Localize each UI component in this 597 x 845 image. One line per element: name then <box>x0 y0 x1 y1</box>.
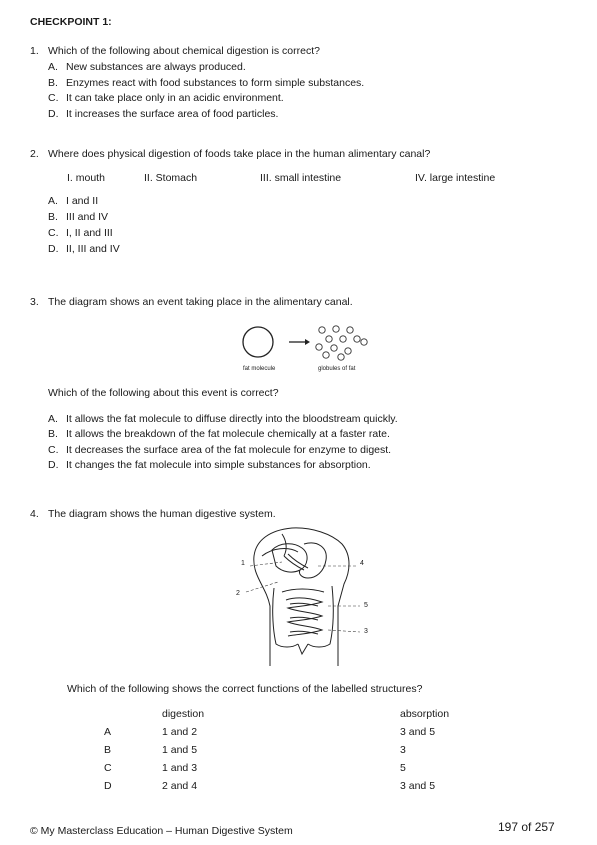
table-cell-digestion: 1 and 3 <box>162 762 198 774</box>
option-text: II, III and IV <box>66 243 120 255</box>
q1-option-b <box>48 77 364 89</box>
diagram-label-3: 3 <box>364 628 368 635</box>
roman-item-1: I. mouth <box>67 172 105 184</box>
question-4-stem <box>30 508 276 520</box>
q2-option-c <box>48 227 113 239</box>
option-letter: C. <box>48 227 59 239</box>
q4-sub-stem: Which of the following shows the correct functions of the labelled structures? <box>67 683 423 695</box>
q1-option-c <box>48 92 284 104</box>
option-letter: D. <box>48 108 59 120</box>
table-cell-digestion: 1 and 2 <box>162 726 198 738</box>
option-letter: C. <box>48 444 59 456</box>
option-letter: D. <box>48 459 59 471</box>
table-row-letter: C <box>104 762 112 774</box>
table-cell-absorption: 3 and 5 <box>400 726 436 738</box>
arrow-head-icon <box>305 339 310 345</box>
option-letter: A. <box>48 413 58 425</box>
table-cell-absorption: 3 and 5 <box>400 780 436 792</box>
option-letter: A. <box>48 61 58 73</box>
diagram-label-2: 2 <box>236 590 240 597</box>
q1-option-a <box>48 61 246 73</box>
option-letter: C. <box>48 92 59 104</box>
q2-option-b <box>48 211 108 223</box>
question-number: 4. <box>30 508 39 520</box>
diagram-label-1: 1 <box>241 560 245 567</box>
q3-option-a <box>48 413 398 425</box>
table-header-absorption: absorption <box>400 708 450 720</box>
option-text: It changes the fat molecule into simple substances for absorption. <box>66 459 371 471</box>
digestive-system-diagram <box>232 526 372 668</box>
roman-item-4: IV. large intestine <box>415 172 496 184</box>
q1-option-d <box>48 108 278 120</box>
question-text: Which of the following about chemical digestion is correct? <box>48 45 320 57</box>
question-number: 3. <box>30 296 39 308</box>
question-text: The diagram shows an event taking place in the alimentary canal. <box>48 296 353 308</box>
question-text: Where does physical digestion of foods take place in the human alimentary canal? <box>48 148 431 160</box>
question-text: The diagram shows the human digestive system. <box>48 508 276 520</box>
q2-option-a <box>48 195 98 207</box>
q3-option-c <box>48 444 391 456</box>
checkpoint-title: CHECKPOINT 1: <box>30 16 112 28</box>
label-leader-lines <box>246 562 360 632</box>
intestines <box>273 586 334 654</box>
table-cell-digestion: 2 and 4 <box>162 780 198 792</box>
option-letter: A. <box>48 195 58 207</box>
table-header-digestion: digestion <box>162 708 205 720</box>
option-letter: B. <box>48 211 58 223</box>
diagram-label-4: 4 <box>360 560 364 567</box>
option-text: It allows the breakdown of the fat molecule chemically at a faster rate. <box>66 428 390 440</box>
option-text: New substances are always produced. <box>66 61 246 73</box>
question-2-stem <box>30 148 430 160</box>
stomach-liver <box>272 543 326 578</box>
option-text: Enzymes react with food substances to form simple substances. <box>66 77 365 89</box>
roman-item-2: II. Stomach <box>144 172 198 184</box>
q2-option-d <box>48 243 120 255</box>
option-text: I, II and III <box>66 227 113 239</box>
fat-molecule-label: fat molecule <box>243 366 276 372</box>
option-text: III and IV <box>66 211 109 223</box>
fat-molecule-circle <box>243 327 273 357</box>
question-number: 2. <box>30 148 39 160</box>
diagram-label-5: 5 <box>364 602 368 609</box>
table-row-letter: A <box>104 726 112 738</box>
table-cell-absorption: 5 <box>400 762 406 774</box>
footer-copyright: © My Masterclass Education – Human Digestive System <box>30 825 293 837</box>
roman-item-3: III. small intestine <box>260 172 342 184</box>
option-letter: B. <box>48 77 58 89</box>
option-text: It can take place only in an acidic environment. <box>66 92 284 104</box>
option-letter: B. <box>48 428 58 440</box>
body-outline <box>254 528 349 666</box>
globules-label: globules of fat <box>318 366 356 372</box>
option-text: I and II <box>66 195 99 207</box>
option-text: It increases the surface area of food particles. <box>66 108 279 120</box>
option-text: It decreases the surface area of the fat molecule for enzyme to digest. <box>66 444 392 456</box>
fat-globules <box>316 326 367 360</box>
q3-sub-stem: Which of the following about this event is correct? <box>48 387 279 399</box>
question-1-stem <box>30 45 320 57</box>
q3-option-d <box>48 459 371 471</box>
option-letter: D. <box>48 243 59 255</box>
q3-option-b <box>48 428 390 440</box>
table-row-letter: D <box>104 780 112 792</box>
table-cell-digestion: 1 and 5 <box>162 744 198 756</box>
table-row-letter: B <box>104 744 112 756</box>
page-number: 197 of 257 <box>498 820 555 834</box>
table-cell-absorption: 3 <box>400 744 406 756</box>
option-text: It allows the fat molecule to diffuse directly into the bloodstream quickly. <box>66 413 398 425</box>
question-number: 1. <box>30 45 39 57</box>
question-3-stem <box>30 296 353 308</box>
